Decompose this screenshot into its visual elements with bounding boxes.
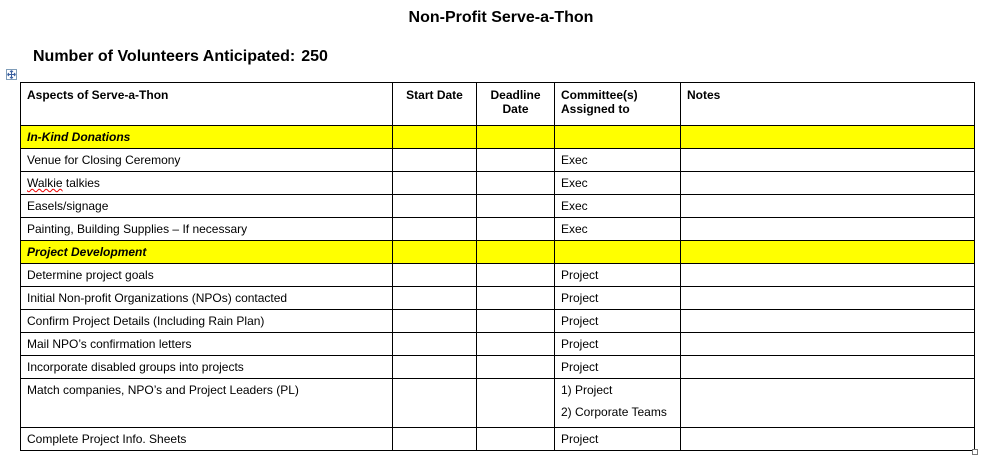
serve-a-thon-table: [20, 82, 975, 451]
start-cell: [393, 172, 477, 195]
section-label: Project Development: [21, 241, 393, 264]
aspect-cell: Incorporate disabled groups into projects: [21, 356, 393, 379]
committee-cell: Project: [555, 356, 681, 379]
section-label: In-Kind Donations: [21, 126, 393, 149]
header-deadline-date: [477, 83, 555, 126]
committee-line2: 2) Corporate Teams: [561, 405, 667, 419]
aspect-cell: Confirm Project Details (Including Rain Plan): [21, 310, 393, 333]
committee-cell: Exec: [555, 218, 681, 241]
aspect-cell: [21, 172, 393, 195]
deadline-cell: [477, 264, 555, 287]
table-move-handle[interactable]: [6, 69, 17, 80]
aspect-cell: Easels/signage: [21, 195, 393, 218]
committee-cell: Exec: [555, 172, 681, 195]
notes-cell: [681, 428, 975, 451]
cell: [555, 241, 681, 264]
deadline-cell: [477, 310, 555, 333]
deadline-cell: [477, 428, 555, 451]
cell: [477, 241, 555, 264]
cell: [555, 126, 681, 149]
notes-cell: [681, 356, 975, 379]
header-committee: [555, 83, 681, 126]
table-row: [21, 310, 975, 333]
start-cell: [393, 218, 477, 241]
deadline-cell: [477, 356, 555, 379]
notes-cell: [681, 195, 975, 218]
document-title: Non-Profit Serve-a-Thon: [408, 9, 594, 26]
start-cell: [393, 379, 477, 428]
aspect-text: talkies: [62, 176, 100, 190]
committee-cell: Exec: [555, 195, 681, 218]
notes-cell: [681, 149, 975, 172]
start-cell: [393, 149, 477, 172]
cell: [681, 126, 975, 149]
aspect-cell: Determine project goals: [21, 264, 393, 287]
aspect-cell: Initial Non-profit Organizations (NPOs) contacted: [21, 287, 393, 310]
start-cell: [393, 264, 477, 287]
notes-cell: [681, 264, 975, 287]
committee-cell: Project: [555, 333, 681, 356]
table-row: [21, 172, 975, 195]
committee-cell: Project: [555, 310, 681, 333]
deadline-cell: [477, 195, 555, 218]
start-cell: [393, 195, 477, 218]
notes-cell: [681, 172, 975, 195]
deadline-cell: [477, 333, 555, 356]
start-cell: [393, 310, 477, 333]
deadline-cell: [477, 287, 555, 310]
table-row: [21, 379, 975, 428]
volunteers-anticipated: [33, 48, 328, 66]
deadline-cell: [477, 218, 555, 241]
table-row: [21, 218, 975, 241]
deadline-cell: [477, 379, 555, 428]
cell: [681, 241, 975, 264]
header-deadline-line1: Deadline: [490, 88, 541, 102]
cell: [393, 241, 477, 264]
notes-cell: [681, 379, 975, 428]
header-start-date: Start Date: [393, 83, 477, 126]
committee-cell: Project: [555, 264, 681, 287]
deadline-cell: [477, 172, 555, 195]
committee-cell: Project: [555, 287, 681, 310]
notes-cell: [681, 310, 975, 333]
aspect-cell: Match companies, NPO’s and Project Leaders (PL): [21, 379, 393, 428]
committee-cell: [555, 379, 681, 428]
start-cell: [393, 333, 477, 356]
table-resize-handle[interactable]: [972, 449, 978, 455]
section-row: [21, 241, 975, 264]
committee-cell: Exec: [555, 149, 681, 172]
committee-line1: 1) Project: [561, 383, 613, 397]
table-header-row: [21, 83, 975, 126]
volunteers-label: Number of Volunteers Anticipated:: [33, 48, 296, 65]
table-row: [21, 149, 975, 172]
table-row: [21, 287, 975, 310]
start-cell: [393, 356, 477, 379]
cell: [393, 126, 477, 149]
table-row: [21, 264, 975, 287]
header-aspects: Aspects of Serve-a-Thon: [21, 83, 393, 126]
notes-cell: [681, 218, 975, 241]
header-deadline-line2: Date: [502, 102, 529, 116]
aspect-cell: Complete Project Info. Sheets: [21, 428, 393, 451]
move-arrows-icon: [7, 70, 16, 79]
aspect-cell: Painting, Building Supplies – If necessary: [21, 218, 393, 241]
table-row: [21, 195, 975, 218]
start-cell: [393, 428, 477, 451]
aspect-cell: Venue for Closing Ceremony: [21, 149, 393, 172]
header-notes: Notes: [681, 83, 975, 126]
header-committee-line2: Assigned to: [561, 102, 630, 116]
table-row: [21, 356, 975, 379]
notes-cell: [681, 287, 975, 310]
spelling-flag-word[interactable]: Walkie: [27, 176, 63, 190]
cell: [477, 126, 555, 149]
section-row: [21, 126, 975, 149]
committee-cell: Project: [555, 428, 681, 451]
start-cell: [393, 287, 477, 310]
table-row: [21, 333, 975, 356]
table-row: [21, 428, 975, 451]
deadline-cell: [477, 149, 555, 172]
aspect-cell: Mail NPO’s confirmation letters: [21, 333, 393, 356]
notes-cell: [681, 333, 975, 356]
header-committee-line1: Committee(s): [561, 88, 638, 102]
volunteers-count: 250: [301, 48, 328, 65]
